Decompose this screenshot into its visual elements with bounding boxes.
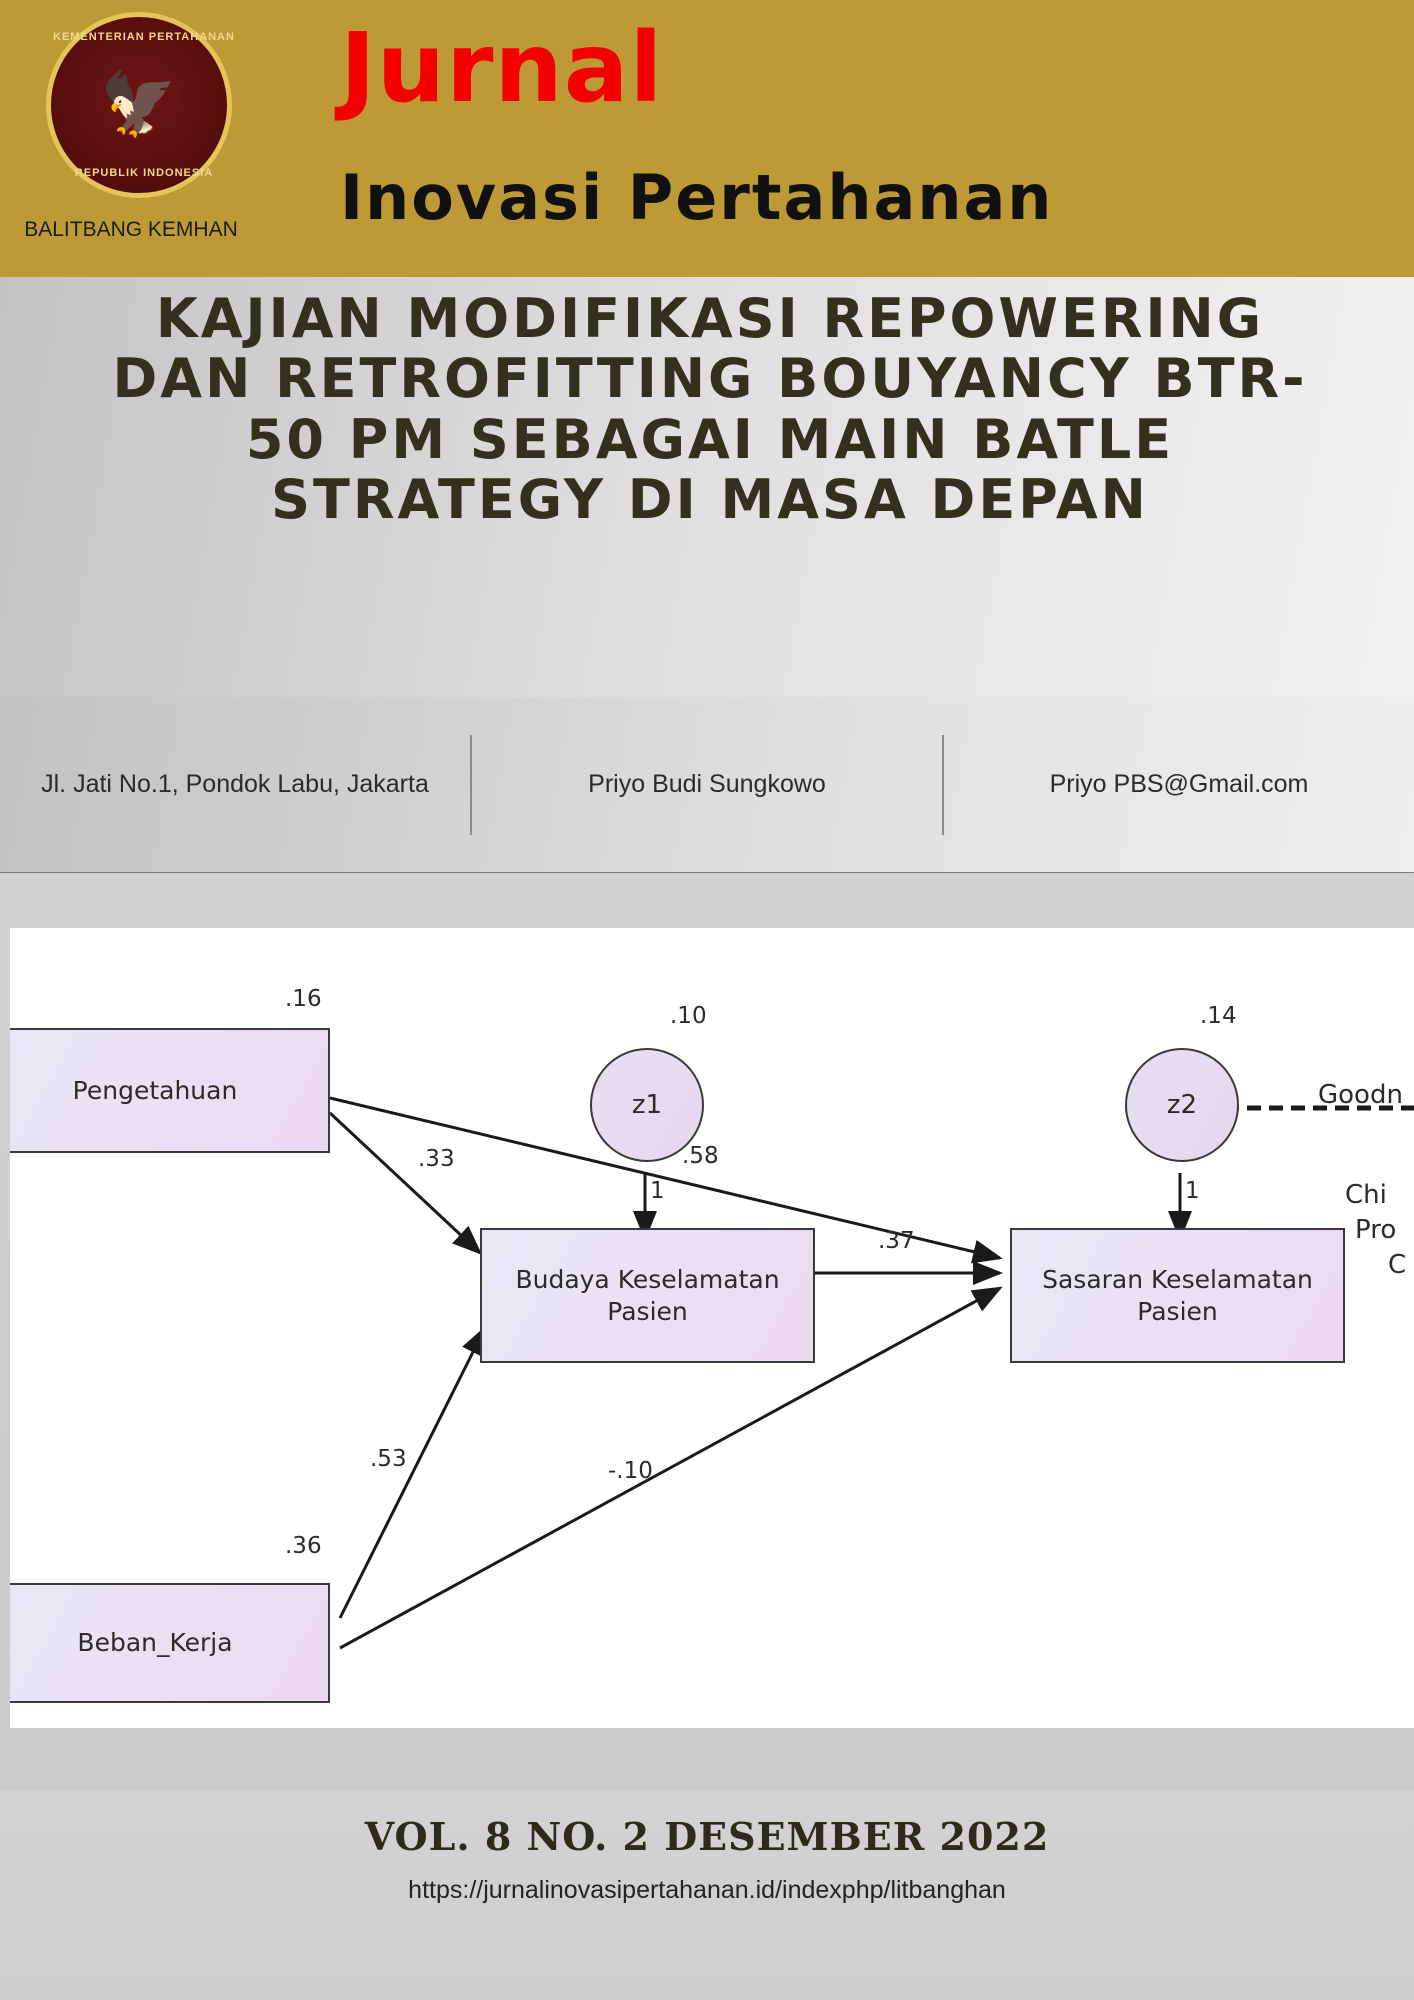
emblem-circle — [46, 12, 235, 198]
node-label: z1 — [631, 1090, 663, 1120]
gof-heading: Goodn — [1318, 1080, 1403, 1110]
edge-label-budaya-sasaran: .37 — [878, 1228, 915, 1254]
header-band — [0, 0, 1414, 277]
value-z1: .10 — [670, 1003, 707, 1029]
title-block — [0, 277, 1414, 699]
emblem-ring-top-text: KEMENTERIAN PERTAHANAN — [53, 31, 235, 43]
node-label: Beban_Kerja — [77, 1628, 233, 1658]
node-pengetahuan — [10, 1028, 330, 1153]
edge-label-z1-budaya: .58 — [682, 1143, 719, 1169]
value-beban-kerja: .36 — [285, 1533, 322, 1559]
journal-subtitle: Inovasi Pertahanan — [340, 161, 1054, 234]
node-beban-kerja — [10, 1583, 330, 1703]
gof-prob-label: Pro — [1355, 1215, 1397, 1245]
gof-c-label: C — [1388, 1250, 1407, 1280]
cover-figure — [10, 928, 1414, 1728]
author-email: Priyo PBS@Gmail.com — [1049, 769, 1309, 798]
author-name: Priyo Budi Sungkowo — [588, 769, 826, 798]
node-label: z2 — [1166, 1090, 1198, 1120]
value-z2: .14 — [1200, 1003, 1237, 1029]
node-label: Pengetahuan — [72, 1075, 238, 1105]
node-budaya-keselamatan-pasien — [480, 1228, 815, 1363]
footer — [0, 1790, 1414, 2000]
volume-issue: VOL. 8 NO. 2 DESEMBER 2022 — [364, 1814, 1050, 1859]
node-z2 — [1125, 1048, 1239, 1162]
logo-caption: BALITBANG KEMHAN — [24, 218, 238, 241]
edge-label-z1-loading: 1 — [650, 1178, 665, 1204]
edge-label-pengetahuan-budaya: .33 — [418, 1146, 455, 1172]
node-sasaran-keselamatan-pasien — [1010, 1228, 1345, 1363]
node-label: Budaya Keselamatan Pasien — [515, 1265, 780, 1326]
edge-label-z2-loading: 1 — [1185, 1178, 1200, 1204]
journal-word: Jurnal — [340, 12, 664, 124]
edge-label-beban-budaya: .53 — [370, 1446, 407, 1472]
value-pengetahuan: .16 — [285, 986, 322, 1012]
emblem-ring-bottom-text: REPUBLIK INDONESIA — [74, 167, 214, 179]
node-label: Sasaran Keselamatan Pasien — [1042, 1265, 1313, 1326]
gof-chi-label: Chi — [1345, 1180, 1387, 1210]
journal-url-link[interactable]: https://jurnalinovasipertahanan.id/indexphp/litbanghan — [408, 1876, 1006, 1904]
page-title: KAJIAN MODIFIKASI REPOWERING DAN RETROFITTING BOUYANCY BTR-50 PM SEBAGAI MAIN BATLE STRATEGY DI MASA DEPAN — [112, 287, 1308, 532]
edge-label-beban-sasaran: -.10 — [608, 1458, 653, 1484]
garuda-icon: 🦅 — [100, 70, 178, 139]
ministry-logo — [38, 8, 238, 208]
metadata-row — [0, 697, 1414, 873]
affiliation-address: Jl. Jati No.1, Pondok Labu, Jakarta — [41, 769, 429, 798]
